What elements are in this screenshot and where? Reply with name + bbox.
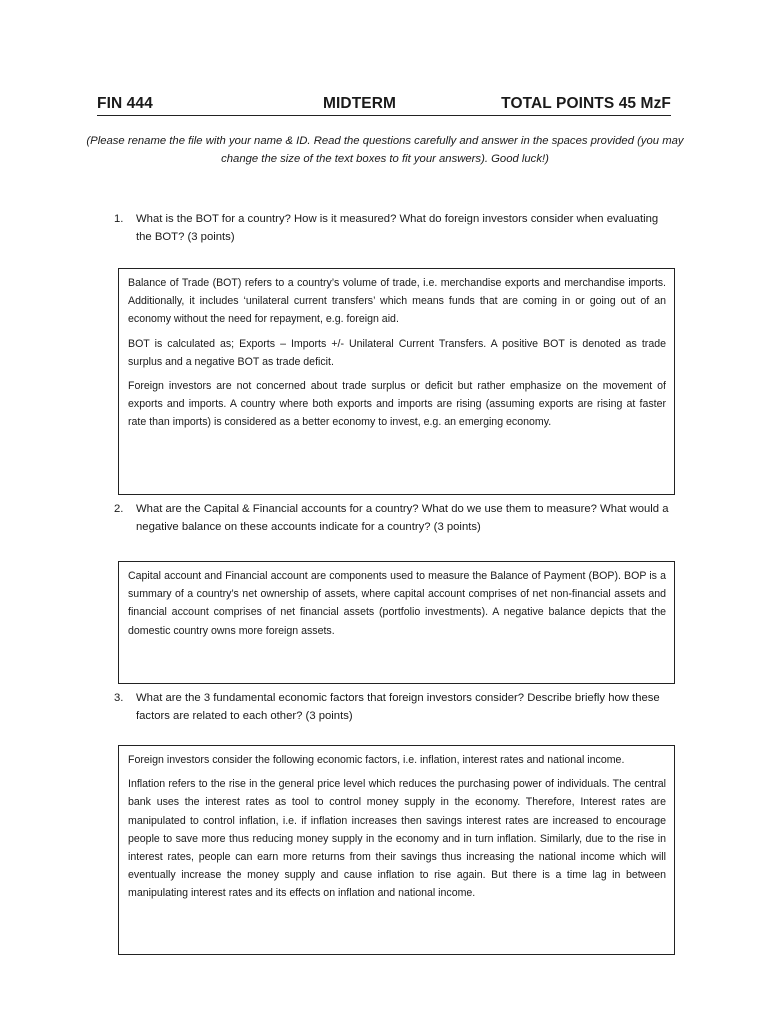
answer-paragraph: Balance of Trade (BOT) refers to a country’s volume of trade, i.e. merchandise exports and merchandise imports. Additionally, it includes ‘unilateral current transfers’ which means funds that are coming in or going out of an economy without the need for repayment, e.g. foreign aid. <box>128 277 666 326</box>
answer-box-1[interactable] <box>118 268 675 495</box>
answer-paragraph: Foreign investors are not concerned about trade surplus or deficit but rather emphasize on the movement of exports and imports. A country where both exports and imports are rising (assuming exports are rising at faster rate than imports) is considered as a better economy to invest, e.g. an emerging economy. <box>128 380 666 429</box>
exam-title: MIDTERM <box>323 95 397 112</box>
question-text: What are the 3 fundamental economic factors that foreign investors consider? Describe briefly how these factors are related to each other? (3 points) <box>136 692 660 722</box>
answer-paragraph: BOT is calculated as; Exports – Imports +/- Unilateral Current Transfers. A positive BOT is denoted as trade surplus and a negative BOT as trade deficit. <box>128 337 666 368</box>
answer-paragraph: Capital account and Financial account are components used to measure the Balance of Payment (BOP). BOP is a summary of a country’s net ownership of assets, where capital account comprises of net non-financial assets and financial account comprises of net financial assets (portfolio investments). A negative balance depicts that the domestic country owns more foreign assets. <box>128 570 666 637</box>
answer-paragraph: Foreign investors consider the following economic factors, i.e. inflation, interest rates and national income. <box>128 754 625 766</box>
answer-box-2[interactable] <box>118 561 675 684</box>
question-text: What are the Capital & Financial accounts for a country? What do we use them to measure? What would a negative balance on these accounts indicate for a country? (3 points) <box>136 503 669 533</box>
answer-paragraph: Inflation refers to the rise in the general price level which reduces the purchasing power of individuals. The central bank uses the interest rates as tool to control money supply in the economy. Therefore, Interest rates are manipulated to control inflation, i.e. if inflation increases then savings interest rates are increased to encourage people to save more thus reducing money supply in the economy and in turn inflation. Similarly, due to the rise in interest rates, people can earn more returns from their savings thus increasing the national income which will eventually increase the money supply and cause inflation to rise again. But there is a time lag in between manipulating interest rates and its effects on inflation and national income. <box>128 778 666 900</box>
answer-box-3[interactable] <box>118 745 675 955</box>
question-number: 2. <box>114 503 124 515</box>
question-number: 3. <box>114 692 124 704</box>
exam-header <box>97 93 671 116</box>
question-2 <box>114 500 674 536</box>
instructions: (Please rename the file with your name & ID. Read the questions carefully and answer in the spaces provided (you may change the size of the text boxes to fit your answers). Good luck!) <box>86 135 684 165</box>
question-text: What is the BOT for a country? How is it measured? What do foreign investors consider when evaluating the BOT? (3 points) <box>136 213 659 243</box>
question-3 <box>114 689 674 725</box>
course-code: FIN 444 <box>97 95 153 112</box>
question-1 <box>114 210 674 246</box>
question-number: 1. <box>114 213 124 225</box>
total-points: TOTAL POINTS 45 MzF <box>501 95 671 112</box>
